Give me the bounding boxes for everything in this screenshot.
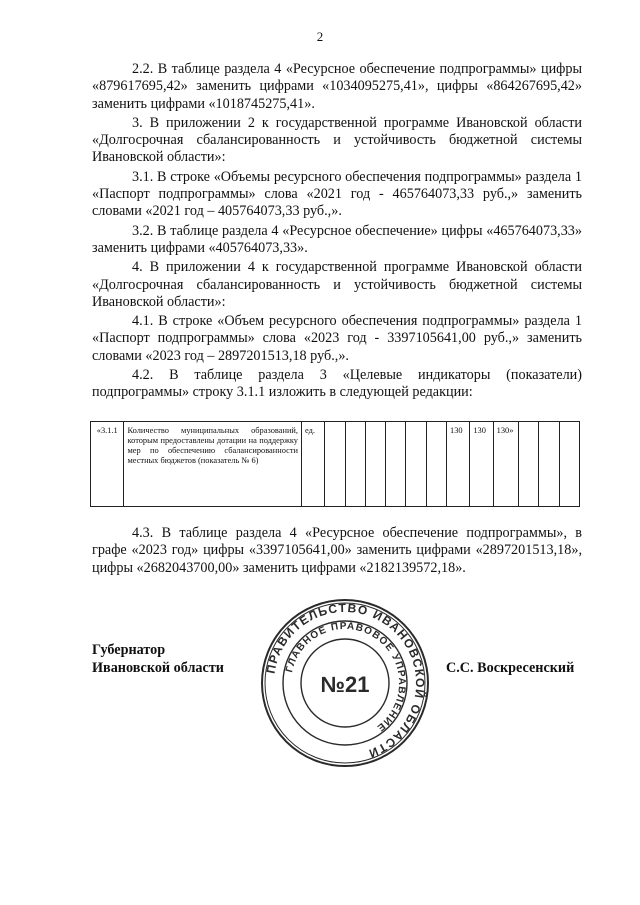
table-cell-value: [426, 422, 446, 507]
seal-number: №21: [320, 672, 370, 697]
table-cell-value: [539, 422, 559, 507]
table-cell-number: «3.1.1: [91, 422, 124, 507]
paragraph-4-2: 4.2. В таблице раздела 3 «Целевые индикаторы (показатели) подпрограммы» строку 3.1.1 изложить в следующей редакции:: [92, 367, 582, 401]
seal-outer-text: ПРАВИТЕЛЬСТВО ИВАНОВСКОЙ ОБЛАСТИ: [263, 600, 428, 761]
table-cell-value: [325, 422, 345, 507]
signature-title-line1: Губернатор: [92, 642, 166, 658]
official-seal: [260, 598, 430, 768]
paragraph-4-3: 4.3. В таблице раздела 4 «Ресурсное обеспечение подпрограммы», в графе «2023 год» цифры «3397105641,00» заменить цифрами «2897201513,18», цифры «2682043700,00» заменить цифрами «2182139572,18».: [92, 525, 582, 576]
signature-title-line2: Ивановской области: [92, 660, 224, 676]
body-text: [92, 61, 582, 402]
table-cell-value: [406, 422, 426, 507]
paragraph-3-2: 3.2. В таблице раздела 4 «Ресурсное обеспечение» цифры «465764073,33» заменить цифрами «405764073,33».: [92, 222, 582, 256]
table-cell-value: [365, 422, 385, 507]
table-cell-value: 130: [470, 422, 493, 507]
paragraph-2-2: 2.2. В таблице раздела 4 «Ресурсное обеспечение подпрограммы» цифры «879617695,42» заменить цифрами «1034095275,41», цифры «864267695,42» заменить цифрами «1018745275,41».: [92, 61, 582, 112]
indicator-table: [90, 421, 580, 507]
paragraph-3: 3. В приложении 2 к государственной программе Ивановской области «Долгосрочная сбалансированность и устойчивость бюджетной системы Ивановской области»:: [92, 114, 582, 166]
table-cell-value: [386, 422, 406, 507]
seal-inner-text: ГЛАВНОЕ ПРАВОВОЕ УПРАВЛЕНИЕ: [284, 620, 408, 734]
body-text-continued: [92, 525, 582, 577]
signature-name: С.С. Воскресенский: [446, 660, 575, 676]
table-cell-value: [559, 422, 579, 507]
table-cell-indicator-name: Количество муниципальных образований, которым предоставлены дотации на поддержку мер по обеспечению сбалансированности местных бюджетов (показатель № 6): [124, 422, 302, 507]
page-number: 2: [316, 29, 324, 44]
table-cell-value: [519, 422, 539, 507]
table-cell-value: [345, 422, 365, 507]
signature-title: [92, 641, 224, 677]
paragraph-3-1: 3.1. В строке «Объемы ресурсного обеспечения подпрограммы» раздела 1 «Паспорт подпрограммы» слова «2021 год - 465764073,33 руб.,» заменить словами «2021 год – 405764073,33 руб.,».: [92, 168, 582, 220]
paragraph-4: 4. В приложении 4 к государственной программе Ивановской области «Долгосрочная сбалансированность и устойчивость бюджетной системы Ивановской области»:: [92, 259, 582, 310]
paragraph-4-1: 4.1. В строке «Объем ресурсного обеспечения подпрограммы» раздела 1 «Паспорт подпрограммы» слова «2023 год - 3397105641,00 руб.,» заменить словами «2023 год – 2897201513,18 руб.,».: [92, 313, 582, 364]
table-cell-unit: ед.: [302, 422, 325, 507]
table-cell-value: 130: [447, 422, 470, 507]
table-cell-value: 130»: [493, 422, 518, 507]
table-row: [91, 422, 580, 507]
